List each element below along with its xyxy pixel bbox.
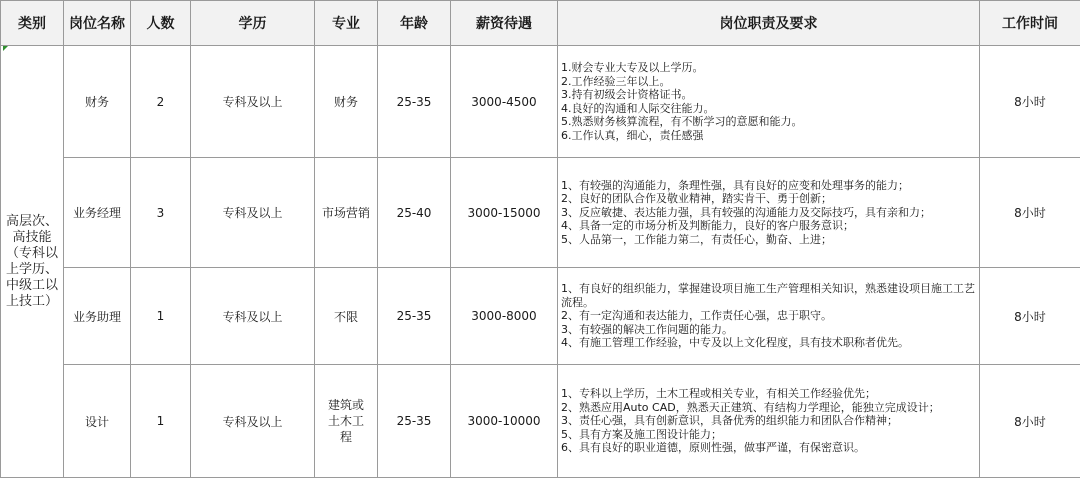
duty-line: 2.工作经验三年以上。 (561, 74, 671, 88)
duties-cell (558, 365, 980, 478)
header-duties: 岗位职责及要求 (558, 1, 980, 46)
header-salary: 薪资待遇 (451, 1, 558, 46)
position-cell: 财务 (64, 46, 131, 158)
major-cell: 财务 (315, 46, 378, 158)
table-row (1, 365, 1080, 478)
count-cell: 1 (131, 365, 191, 478)
duty-line: 2、熟悉应用Auto CAD，熟悉天正建筑、有结构力学理论，能独立完成设计； (561, 400, 940, 414)
age-cell: 25-35 (378, 365, 451, 478)
age-cell: 25-35 (378, 268, 451, 365)
duty-line: 5、具有方案及施工图设计能力； (561, 427, 722, 441)
duty-line: 1、专科以上学历，土木工程或相关专业，有相关工作经验优先； (561, 387, 876, 401)
education-cell: 专科及以上 (191, 268, 315, 365)
position-cell: 业务经理 (64, 158, 131, 268)
category-cell (1, 46, 64, 478)
cell-comment-marker-icon (3, 46, 8, 51)
header-hours: 工作时间 (980, 1, 1080, 46)
education-cell: 专科及以上 (191, 365, 315, 478)
duty-line: 6.工作认真，细心，责任感强 (561, 128, 704, 142)
salary-cell: 3000-8000 (451, 268, 558, 365)
duty-line: 1、有良好的组织能力，掌握建设项目施工生产管理相关知识，熟悉建设项目施工工艺流程。 (561, 282, 975, 309)
header-row (1, 1, 1080, 46)
age-cell: 25-40 (378, 158, 451, 268)
position-cell: 业务助理 (64, 268, 131, 365)
duty-line: 4、具备一定的市场分析及判断能力，良好的客户服务意识； (561, 219, 854, 233)
header-age: 年龄 (378, 1, 451, 46)
header-position: 岗位名称 (64, 1, 131, 46)
position-cell: 设计 (64, 365, 131, 478)
header-education: 学历 (191, 1, 315, 46)
header-category: 类别 (1, 1, 64, 46)
table-row (1, 268, 1080, 365)
duty-line: 1.财会专业大专及以上学历。 (561, 61, 704, 74)
duty-line: 3、责任心强，具有创新意识，具备优秀的组织能力和团队合作精神； (561, 414, 898, 428)
duties-cell (558, 46, 980, 158)
duty-line: 3、反应敏捷、表达能力强，具有较强的沟通能力及交际技巧，具有亲和力； (561, 205, 931, 219)
salary-cell: 3000-15000 (451, 158, 558, 268)
duty-line: 1、有较强的沟通能力，条理性强，具有良好的应变和处理事务的能力； (561, 178, 909, 192)
header-major: 专业 (315, 1, 378, 46)
duty-line: 5、人品第一，工作能力第二，有责任心，勤奋、上进； (561, 232, 832, 246)
duty-line: 5.熟悉财务核算流程，有不断学习的意愿和能力。 (561, 115, 803, 128)
hours-cell: 8小时 (980, 365, 1080, 478)
category-text: 高层次、高技能（专科以上学历、中级工以上技工） (5, 213, 58, 309)
count-cell: 1 (131, 268, 191, 365)
education-cell: 专科及以上 (191, 46, 315, 158)
duty-line: 3.持有初级会计资格证书。 (561, 88, 693, 101)
table-row (1, 46, 1080, 158)
duty-line: 4.良好的沟通和人际交往能力。 (561, 101, 715, 115)
salary-cell: 3000-10000 (451, 365, 558, 478)
duty-line: 2、良好的团队合作及敬业精神，踏实肯干、勇于创新； (561, 192, 832, 206)
duty-line: 4、有施工管理工作经验，中专及以上文化程度，具有技术职称者优先。 (561, 336, 909, 350)
major-text: 建筑或土木工程 (327, 398, 364, 444)
education-cell: 专科及以上 (191, 158, 315, 268)
hours-cell: 8小时 (980, 268, 1080, 365)
duties-cell (558, 158, 980, 268)
age-cell: 25-35 (378, 46, 451, 158)
hours-cell: 8小时 (980, 158, 1080, 268)
duty-line: 3、有较强的解决工作问题的能力。 (561, 322, 733, 336)
major-cell: 不限 (315, 268, 378, 365)
duty-line: 6、具有良好的职业道德，原则性强，做事严谨，有保密意识。 (561, 441, 865, 455)
salary-cell: 3000-4500 (451, 46, 558, 158)
hours-cell: 8小时 (980, 46, 1080, 158)
count-cell: 3 (131, 158, 191, 268)
major-cell (315, 365, 378, 478)
count-cell: 2 (131, 46, 191, 158)
header-count: 人数 (131, 1, 191, 46)
duty-line: 2、有一定沟通和表达能力，工作责任心强，忠于职守。 (561, 309, 832, 323)
major-cell: 市场营销 (315, 158, 378, 268)
duties-cell (558, 268, 980, 365)
table-row (1, 158, 1080, 268)
